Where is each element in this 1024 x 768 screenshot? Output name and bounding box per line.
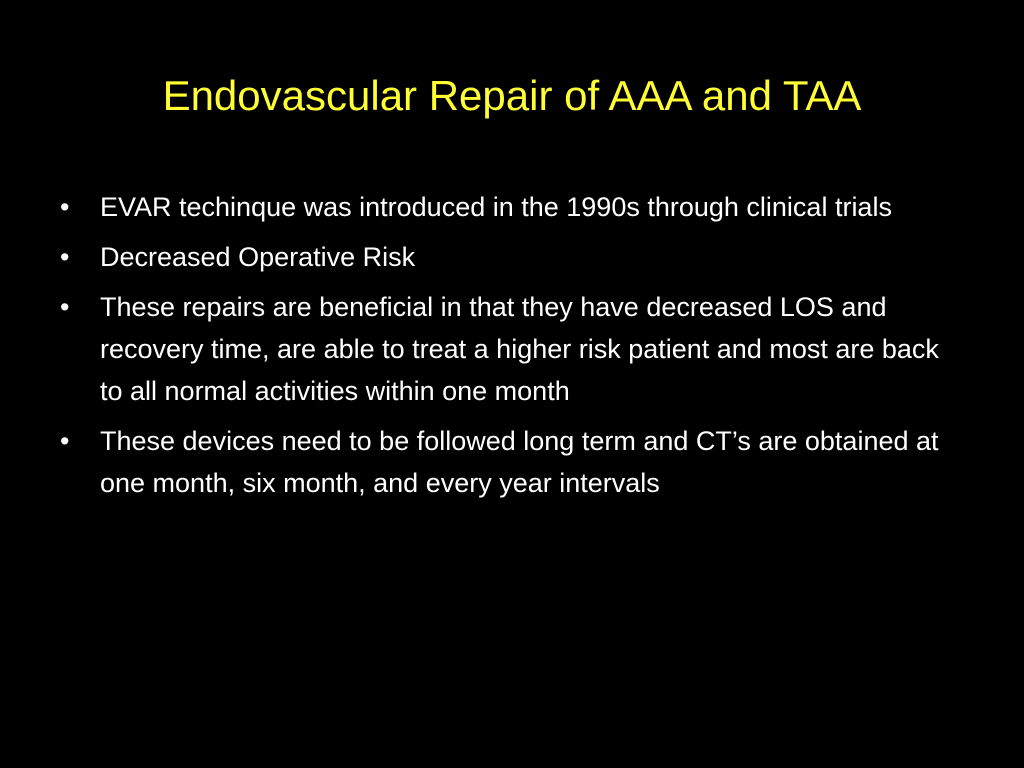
bullet-icon: • (60, 192, 70, 222)
bullet-icon: • (60, 292, 70, 322)
bullet-item (56, 286, 956, 412)
bullet-item (56, 420, 956, 504)
bullet-text: Decreased Operative Risk (100, 242, 416, 272)
bullet-item (56, 186, 956, 228)
bullet-item (56, 236, 956, 278)
bullet-text: These devices need to be followed long term and CT’s are obtained at one month, six month, and every year intervals (100, 426, 939, 498)
slide-title: Endovascular Repair of AAA and TAA (162, 72, 862, 119)
bullet-list (56, 186, 956, 512)
bullet-text: These repairs are beneficial in that they have decreased LOS and recovery time, are able to treat a higher risk patient and most are back to all normal activities within one month (100, 292, 939, 406)
bullet-icon: • (60, 242, 70, 272)
bullet-text: EVAR techinque was introduced in the 1990s through clinical trials (100, 192, 892, 222)
bullet-icon: • (60, 426, 70, 456)
